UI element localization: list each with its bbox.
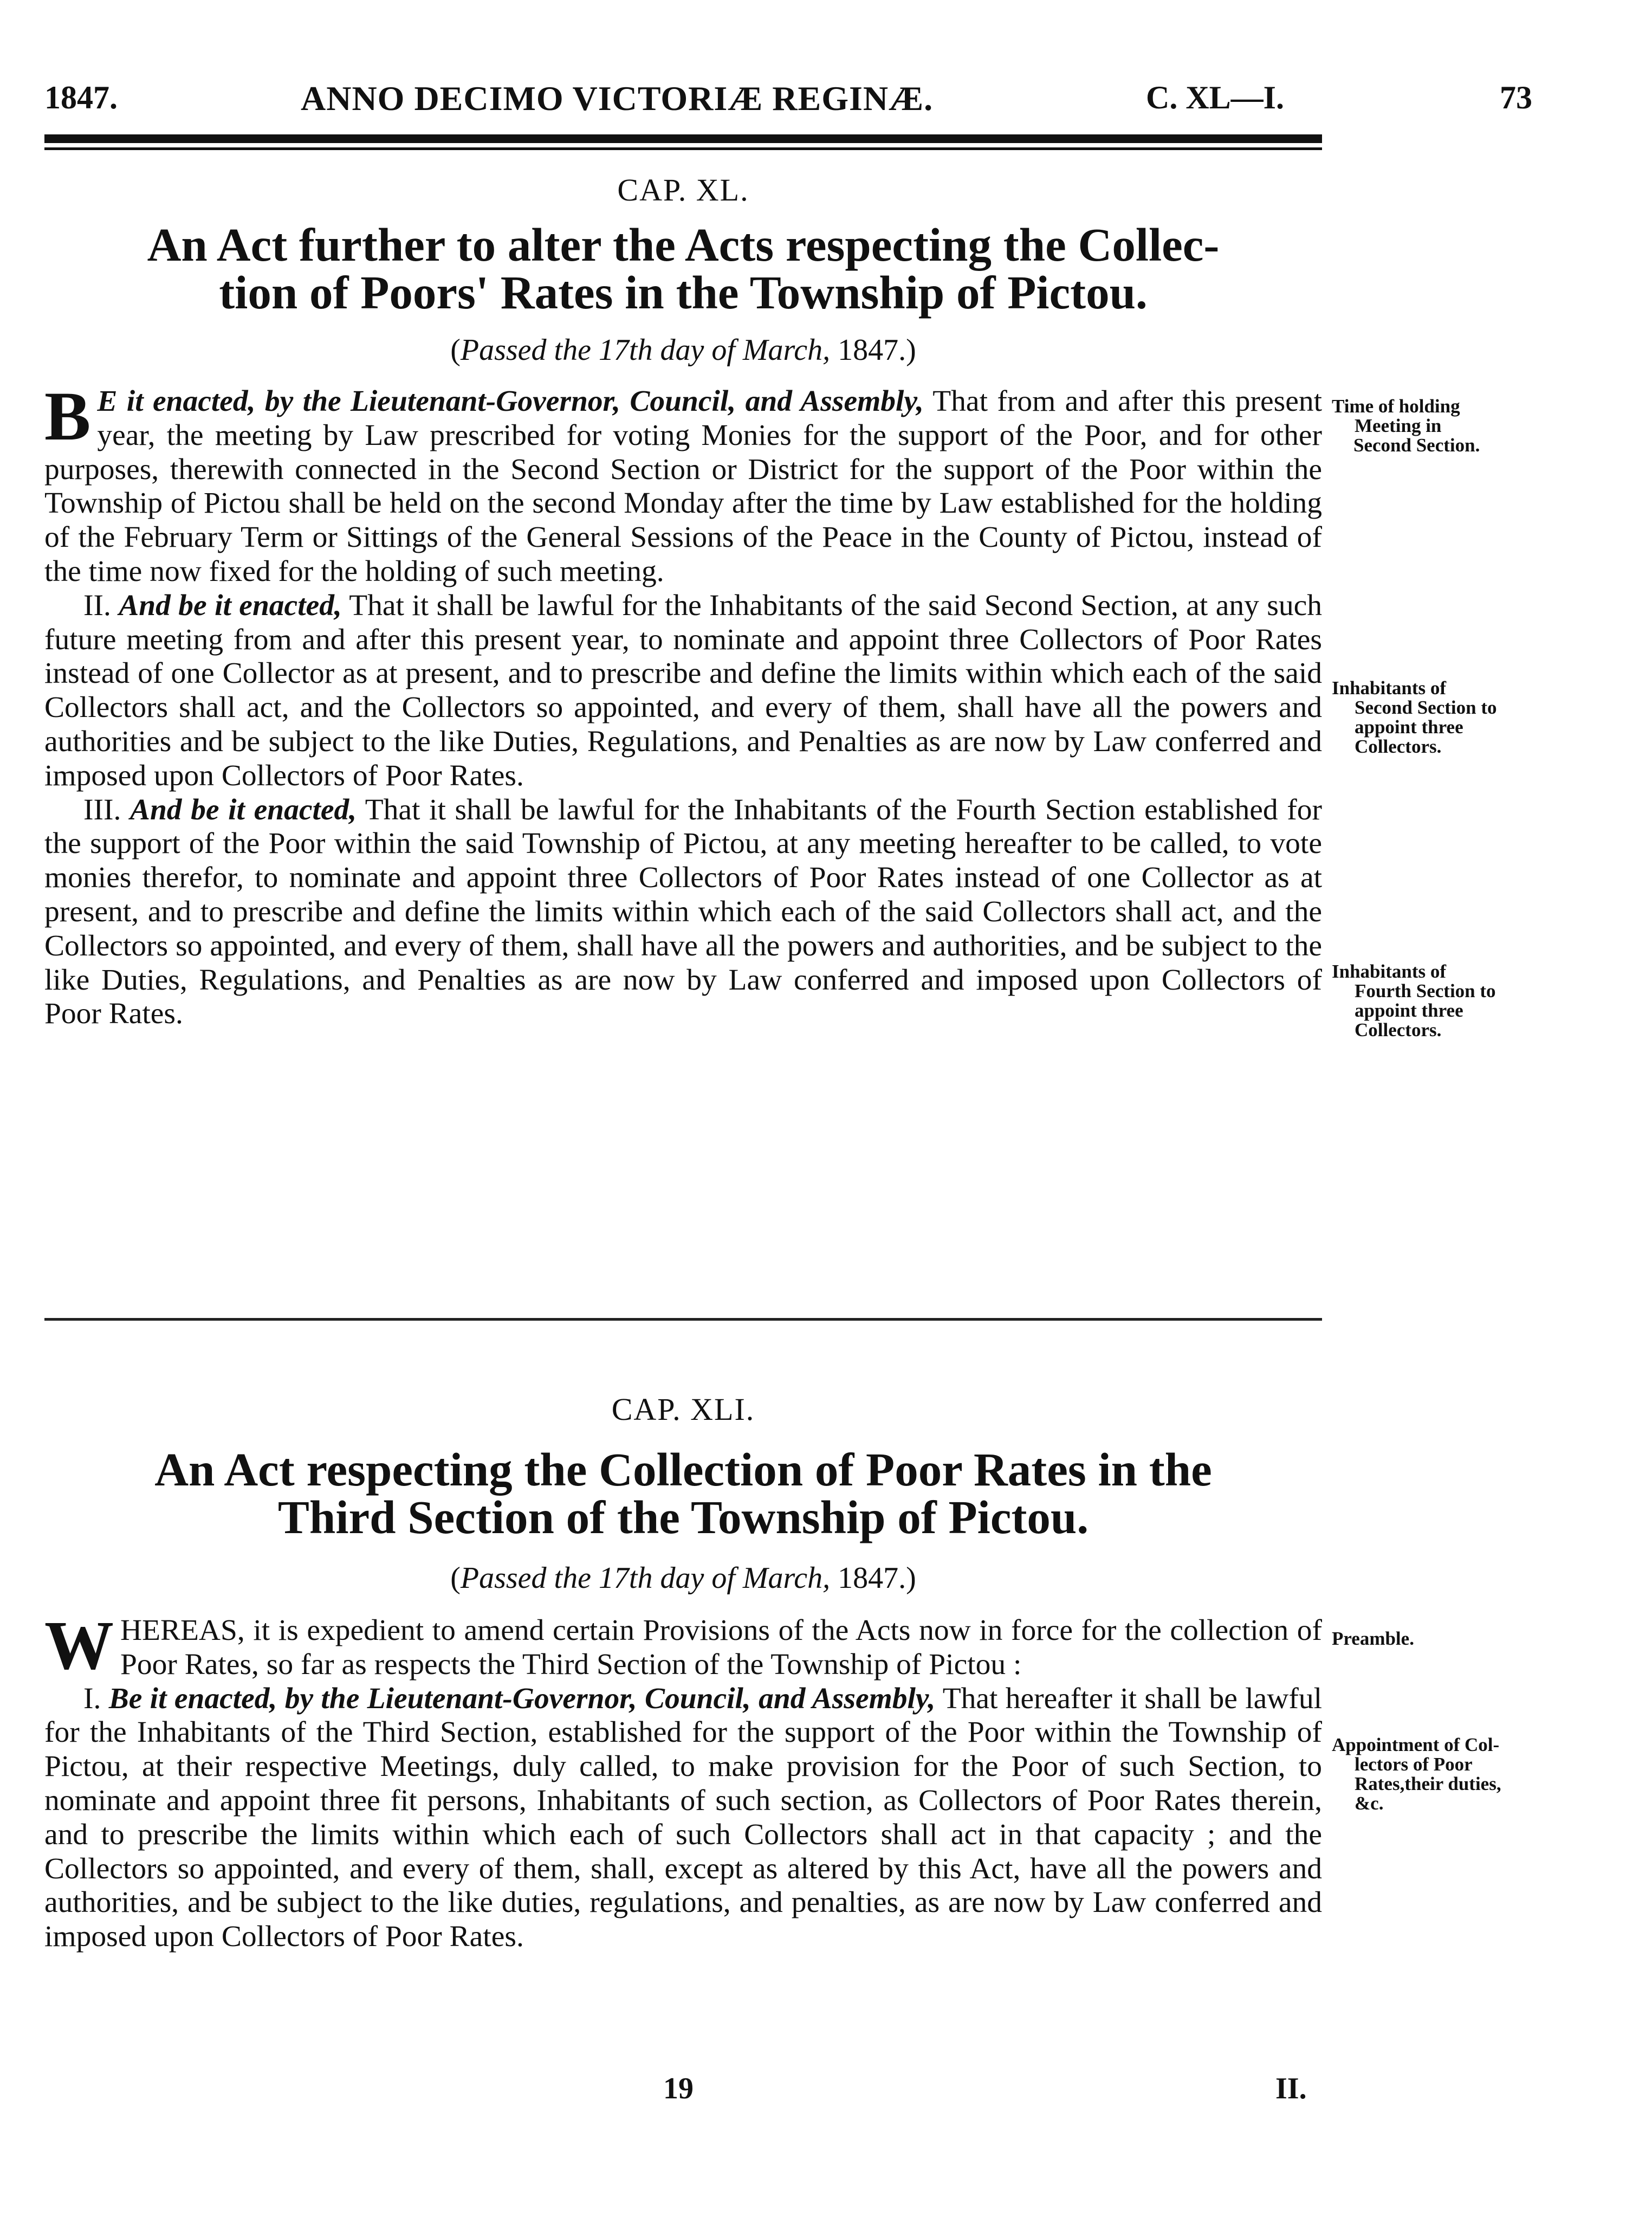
margin-note-fourth-section: Inhabitants of Fourth Section to appoint three Collectors. bbox=[1332, 961, 1496, 1041]
act1-enacting-clause: E it enacted, by the Lieutenant-Governor, Council, and Assembly, bbox=[97, 385, 924, 418]
act2-drop-cap: W bbox=[44, 1607, 114, 1684]
act2-passed-year: 1847.) bbox=[830, 1561, 916, 1595]
act2-preamble-text: HEREAS, it is expedient to amend certain Provisions of the Acts now in force for the collection of Poor Rates, so far as respects the Third Section of the Township of Pictou : bbox=[120, 1614, 1322, 1681]
signature-mark: 19 bbox=[663, 2072, 694, 2105]
margin-note-second-section: Inhabitants of Second Section to appoint three Collectors. bbox=[1332, 677, 1497, 757]
act2-passed bbox=[44, 1563, 1322, 1593]
act1-body bbox=[44, 378, 1323, 1031]
act1-passed-text: Passed the 17th day of March, bbox=[460, 333, 831, 367]
act2-section-1-number: I. bbox=[83, 1682, 109, 1715]
act1-section-2-lead: And be it enacted, bbox=[119, 589, 342, 622]
act1-section-2-number: II. bbox=[83, 589, 119, 622]
act2-section-1 bbox=[44, 1682, 1322, 1954]
act1-section-3-number: III. bbox=[83, 793, 130, 826]
act1-passed-year: 1847.) bbox=[830, 333, 916, 367]
act1-section-3 bbox=[44, 793, 1322, 1032]
margin-note-preamble: Preamble. bbox=[1332, 1628, 1414, 1649]
act1-passed bbox=[44, 335, 1322, 365]
act1-title-line2: tion of Poors' Rates in the Township of Pictou. bbox=[219, 266, 1148, 319]
act1-section-1 bbox=[44, 378, 1323, 589]
act2-title bbox=[44, 1443, 1322, 1543]
act2-enacting-clause: Be it enacted, by the Lieutenant-Governor, Council, and Assembly, bbox=[108, 1682, 936, 1715]
header-rule-thick bbox=[44, 134, 1322, 143]
act2-body bbox=[44, 1607, 1322, 1954]
act1-title-line1: An Act further to alter the Acts respecting the Collec- bbox=[147, 218, 1220, 271]
margin-note-appointment: Appointment of Col- lectors of Poor Rates,their duties, &c. bbox=[1332, 1734, 1501, 1814]
header-title: ANNO DECIMO VICTORIÆ REGINÆ. bbox=[301, 79, 934, 118]
act2-preamble bbox=[44, 1607, 1322, 1684]
page-number: 73 bbox=[1500, 80, 1532, 115]
act1-section-2-text: That it shall be lawful for the Inhabitants of the said Second Section, at any such future meeting from and after this present year, to nominate and appoint three Collectors of Poor Rates instead of one Collector as at present, and to prescribe and define the limits within which each of the said Collectors shall act, and the Collectors so appointed, and every of them, shall have all the powers and authorities and be subject to the like Duties, Regulations, and Penalties as are now by Law conferred and imposed upon Collectors of Poor Rates. bbox=[44, 589, 1323, 792]
header-rule-thin bbox=[44, 147, 1322, 150]
act2-section-1-text: That hereafter it shall be lawful for the Inhabitants of the Third Section, established for the support of the Poor within the Township of Pictou, at their respective Meetings, duly called, to make provision for the Poor of such Section, to nominate and appoint three fit persons, Inhabitants of such section, as Collectors of Poor Rates therein, and to prescribe the limits within which each of such Collectors shall act in that capacity ; and the Collectors so appointed, and every of them, shall, except as altered by this Act, have all the powers and authorities, and be subject to the like duties, regulations, and penalties, as are now by Law conferred and imposed upon Collectors of Poor Rates. bbox=[44, 1682, 1322, 1954]
section-divider bbox=[44, 1318, 1322, 1321]
act2-chapter: CAP. XLI. bbox=[611, 1392, 755, 1427]
header-chapter: C. XL—I. bbox=[1146, 80, 1285, 115]
act2-title-line2: Third Section of the Township of Pictou. bbox=[277, 1491, 1089, 1543]
act1-drop-cap: B bbox=[44, 378, 91, 455]
margin-note-time-of-holding: Time of holding Meeting in Second Section. bbox=[1332, 396, 1480, 456]
catchword: II. bbox=[1275, 2072, 1307, 2105]
act1-title bbox=[44, 218, 1322, 319]
act2-title-line1: An Act respecting the Collection of Poor Rates in the bbox=[154, 1443, 1212, 1496]
act2-passed-open: ( bbox=[450, 1561, 461, 1595]
act1-section-1-text: That from and after this present year, the meeting by Law prescribed for voting Monies for the support of the Poor, and for other purposes, therewith connected in the Second Section or District for the support of the Poor within the Township of Pictou shall be held on the second Monday after the time by Law established for the holding of the February Term or Sittings of the General Sessions of the Peace in the County of Pictou, instead of the time now fixed for the holding of such meeting. bbox=[44, 385, 1323, 588]
act1-section-3-text: That it shall be lawful for the Inhabitants of the Fourth Section established for the support of the Poor within the said Township of Pictou, at any meeting hereafter to be called, to vote monies therefor, to nominate and appoint three Collectors of Poor Rates instead of one Collector as at present, and to prescribe and define the limits within which each of the said Collectors shall act, and the Collectors so appointed, and every of them, shall have all the powers and authorities, and be subject to the like Duties, Regulations, and Penalties as are now by Law conferred and imposed upon Collectors of Poor Rates. bbox=[44, 793, 1322, 1031]
act1-chapter: CAP. XL. bbox=[617, 172, 749, 208]
act1-section-2 bbox=[44, 589, 1322, 793]
header-year: 1847. bbox=[44, 80, 118, 115]
act1-passed-open: ( bbox=[450, 333, 461, 367]
act1-section-3-lead: And be it enacted, bbox=[129, 793, 357, 826]
act2-passed-text: Passed the 17th day of March, bbox=[460, 1561, 831, 1595]
